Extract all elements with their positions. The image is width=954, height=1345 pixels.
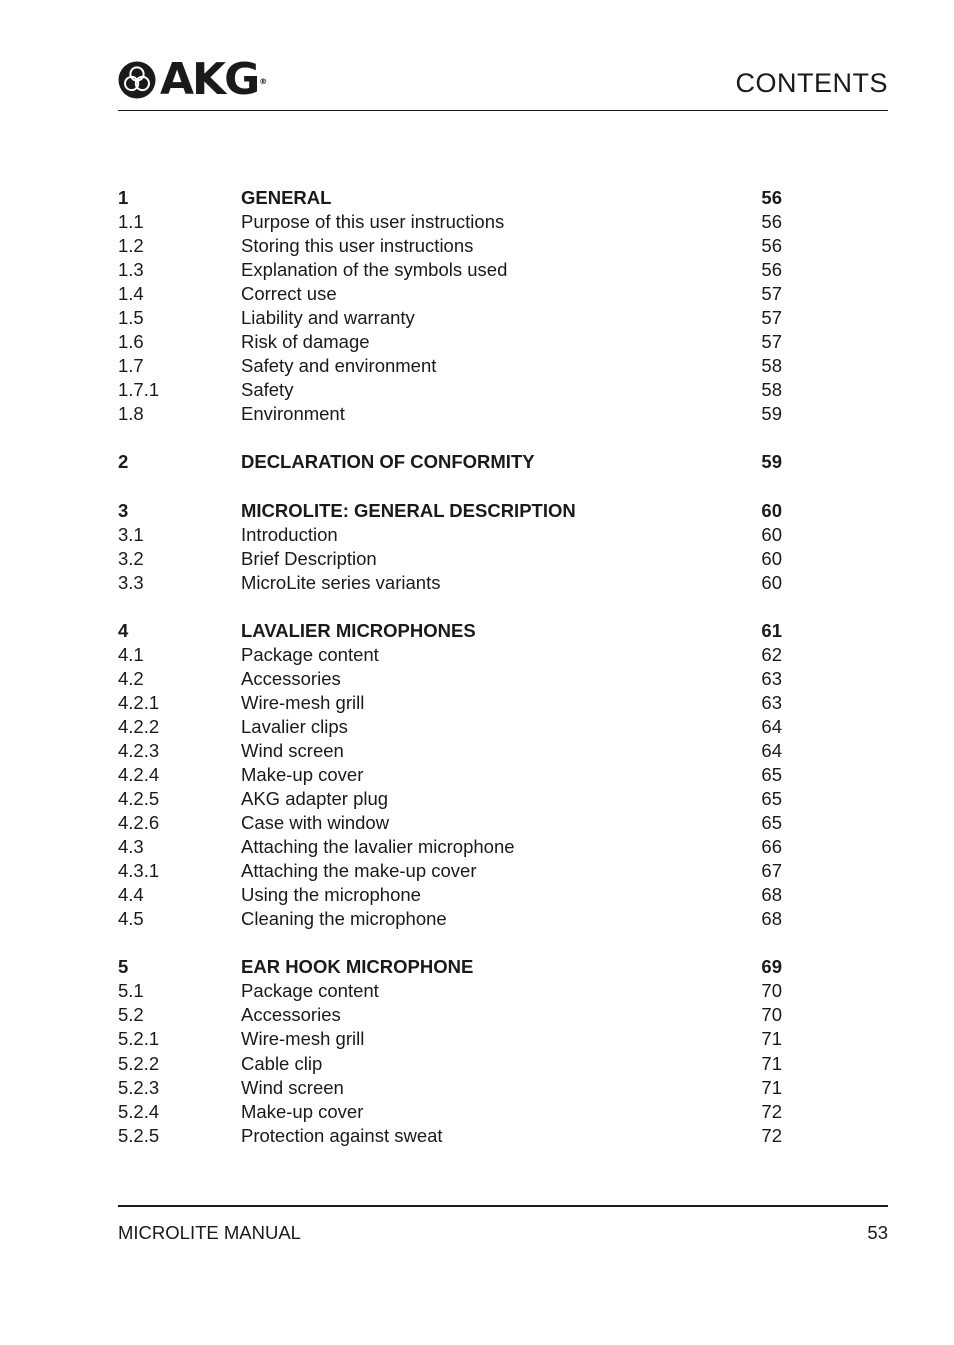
toc-entry-row [118,787,782,811]
toc-entry-title: Safety [241,379,294,401]
toc-chapter-row [118,186,782,210]
toc-entry-title: Accessories [241,1004,341,1026]
toc-entry-page: 60 [761,523,782,545]
toc-entry-row [118,1100,782,1124]
toc-entry-number: 4.2.3 [118,739,160,761]
toc-entry-number: 3.2 [118,547,144,569]
toc-entry-row [118,835,782,859]
toc-entry-number: 5 [118,956,129,978]
toc-entry-title: Brief Description [241,547,377,569]
toc-entry-page: 64 [761,739,782,761]
toc-entry-page: 56 [761,259,782,281]
toc-entry-page: 65 [761,763,782,785]
toc-entry-number: 3.1 [118,523,144,545]
toc-entry-page: 63 [761,691,782,713]
toc-entry-page: 71 [761,1052,782,1074]
toc-entry-number: 1.8 [118,403,144,425]
toc-entry-title: Make-up cover [241,763,364,785]
toc-entry-title: Risk of damage [241,331,370,353]
toc-entry-number: 4 [118,619,129,641]
toc-entry-title: Accessories [241,667,341,689]
toc-entry-number: 1.2 [118,235,144,257]
toc-entry-page: 71 [761,1076,782,1098]
toc-entry-number: 5.2.1 [118,1028,160,1050]
toc-entry-row [118,258,782,282]
toc-entry-title: Wire-mesh grill [241,1028,365,1050]
toc-section [118,186,782,426]
toc-entry-number: 4.4 [118,884,144,906]
toc-chapter-row [118,499,782,523]
toc-entry-number: 1.6 [118,331,144,353]
toc-entry-title: Correct use [241,283,337,305]
toc-entry-row [118,883,782,907]
toc-entry-number: 2 [118,451,129,473]
toc-entry-row [118,811,782,835]
toc-entry-number: 1.7.1 [118,379,160,401]
toc-entry-page: 56 [761,211,782,233]
toc-entry-page: 65 [761,812,782,834]
table-of-contents [118,186,782,1172]
toc-entry-number: 5.2 [118,1004,144,1026]
toc-entry-number: 4.1 [118,643,144,665]
toc-entry-title: Case with window [241,812,390,834]
page-title: CONTENTS [735,68,888,98]
toc-entry-title: Explanation of the symbols used [241,259,508,281]
toc-entry-number: 5.1 [118,980,144,1002]
toc-entry-row [118,571,782,595]
toc-entry-row [118,547,782,571]
toc-entry-row [118,306,782,330]
toc-chapter-row [118,955,782,979]
registered-mark: ® [259,77,266,86]
toc-entry-number: 4.2.1 [118,691,160,713]
toc-entry-number: 4.2.5 [118,788,160,810]
toc-entry-title: Protection against sweat [241,1124,443,1146]
toc-entry-page: 56 [761,187,782,208]
toc-entry-row [118,1003,782,1027]
toc-entry-row [118,907,782,931]
toc-entry-page: 67 [761,860,782,882]
footer-divider [118,1205,888,1207]
toc-entry-row [118,1052,782,1076]
toc-entry-page: 57 [761,307,782,329]
toc-entry-page: 66 [761,836,782,858]
toc-entry-title: Safety and environment [241,355,437,377]
toc-entry-row [118,763,782,787]
toc-entry-number: 3 [118,499,129,521]
toc-entry-number: 4.3.1 [118,860,160,882]
toc-entry-page: 64 [761,715,782,737]
toc-entry-title: AKG adapter plug [241,788,389,810]
toc-entry-title: Introduction [241,523,338,545]
toc-entry-title: MicroLite series variants [241,571,441,593]
toc-entry-title: LAVALIER MICROPHONES [241,619,476,641]
toc-entry-page: 63 [761,667,782,689]
toc-entry-row [118,859,782,883]
toc-entry-title: Using the microphone [241,884,421,906]
toc-entry-number: 3.3 [118,571,144,593]
toc-entry-page: 65 [761,788,782,810]
toc-section [118,955,782,1147]
toc-entry-page: 60 [761,571,782,593]
toc-entry-number: 4.2.6 [118,812,160,834]
toc-entry-number: 1.3 [118,259,144,281]
logo-wordmark: AKG® [160,54,266,105]
toc-entry-number: 1.5 [118,307,144,329]
toc-entry-title: GENERAL [241,187,332,208]
toc-chapter-row [118,619,782,643]
toc-entry-title: Storing this user instructions [241,235,474,257]
toc-entry-title: Liability and warranty [241,307,415,329]
footer-manual-title: MICROLITE MANUAL [118,1222,301,1243]
toc-entry-row [118,234,782,258]
toc-entry-title: Purpose of this user instructions [241,211,505,233]
toc-entry-title: Package content [241,980,379,1002]
toc-entry-number: 4.3 [118,836,144,858]
toc-entry-number: 5.2.3 [118,1076,160,1098]
toc-entry-title: EAR HOOK MICROPHONE [241,956,474,978]
toc-entry-row [118,739,782,763]
toc-entry-number: 1 [118,187,129,208]
toc-section [118,499,782,595]
toc-entry-number: 1.1 [118,211,144,233]
toc-entry-title: Wind screen [241,739,344,761]
toc-entry-page: 68 [761,908,782,930]
brand-logo [118,54,266,105]
toc-section [118,450,782,474]
toc-entry-title: Wire-mesh grill [241,691,365,713]
toc-entry-page: 60 [761,499,782,521]
toc-entry-title: Wind screen [241,1076,344,1098]
toc-entry-number: 1.7 [118,355,144,377]
toc-entry-row [118,282,782,306]
toc-entry-row [118,523,782,547]
toc-entry-title: Cleaning the microphone [241,908,447,930]
toc-entry-title: Environment [241,403,345,425]
toc-entry-row [118,715,782,739]
toc-entry-row [118,330,782,354]
toc-entry-page: 68 [761,884,782,906]
toc-entry-row [118,378,782,402]
header-divider [118,110,888,111]
toc-entry-title: Make-up cover [241,1100,364,1122]
toc-entry-title: Package content [241,643,379,665]
toc-entry-row [118,1027,782,1051]
toc-entry-number: 4.2.4 [118,763,160,785]
toc-entry-row [118,691,782,715]
toc-entry-title: Lavalier clips [241,715,348,737]
toc-entry-page: 70 [761,1004,782,1026]
toc-entry-number: 4.2.2 [118,715,160,737]
toc-entry-title: MICROLITE: GENERAL DESCRIPTION [241,499,576,521]
toc-entry-page: 59 [761,451,782,473]
toc-entry-page: 56 [761,235,782,257]
toc-entry-page: 60 [761,547,782,569]
toc-entry-row [118,1076,782,1100]
toc-entry-row [118,667,782,691]
toc-section [118,619,782,932]
toc-entry-title: Cable clip [241,1052,323,1074]
toc-chapter-row [118,450,782,474]
toc-entry-row [118,354,782,378]
toc-entry-number: 4.5 [118,908,144,930]
toc-entry-page: 62 [761,643,782,665]
toc-entry-title: Attaching the lavalier microphone [241,836,515,858]
toc-entry-page: 71 [761,1028,782,1050]
toc-entry-page: 72 [761,1100,782,1122]
toc-entry-page: 57 [761,331,782,353]
footer-page-number: 53 [867,1222,888,1243]
toc-entry-page: 72 [761,1124,782,1146]
toc-entry-page: 69 [761,956,782,978]
toc-entry-row [118,643,782,667]
akg-emblem-icon [118,61,156,99]
toc-entry-page: 61 [761,619,782,641]
toc-entry-number: 5.2.4 [118,1100,160,1122]
toc-entry-row [118,402,782,426]
toc-entry-row [118,979,782,1003]
toc-entry-number: 5.2.2 [118,1052,160,1074]
toc-entry-page: 58 [761,355,782,377]
toc-entry-number: 4.2 [118,667,144,689]
toc-entry-page: 57 [761,283,782,305]
toc-entry-number: 5.2.5 [118,1124,160,1146]
toc-entry-page: 58 [761,379,782,401]
toc-entry-title: Attaching the make-up cover [241,860,477,882]
toc-entry-title: DECLARATION OF CONFORMITY [241,451,535,473]
toc-entry-row [118,210,782,234]
toc-entry-page: 70 [761,980,782,1002]
toc-entry-row [118,1124,782,1148]
toc-entry-number: 1.4 [118,283,144,305]
toc-entry-page: 59 [761,403,782,425]
